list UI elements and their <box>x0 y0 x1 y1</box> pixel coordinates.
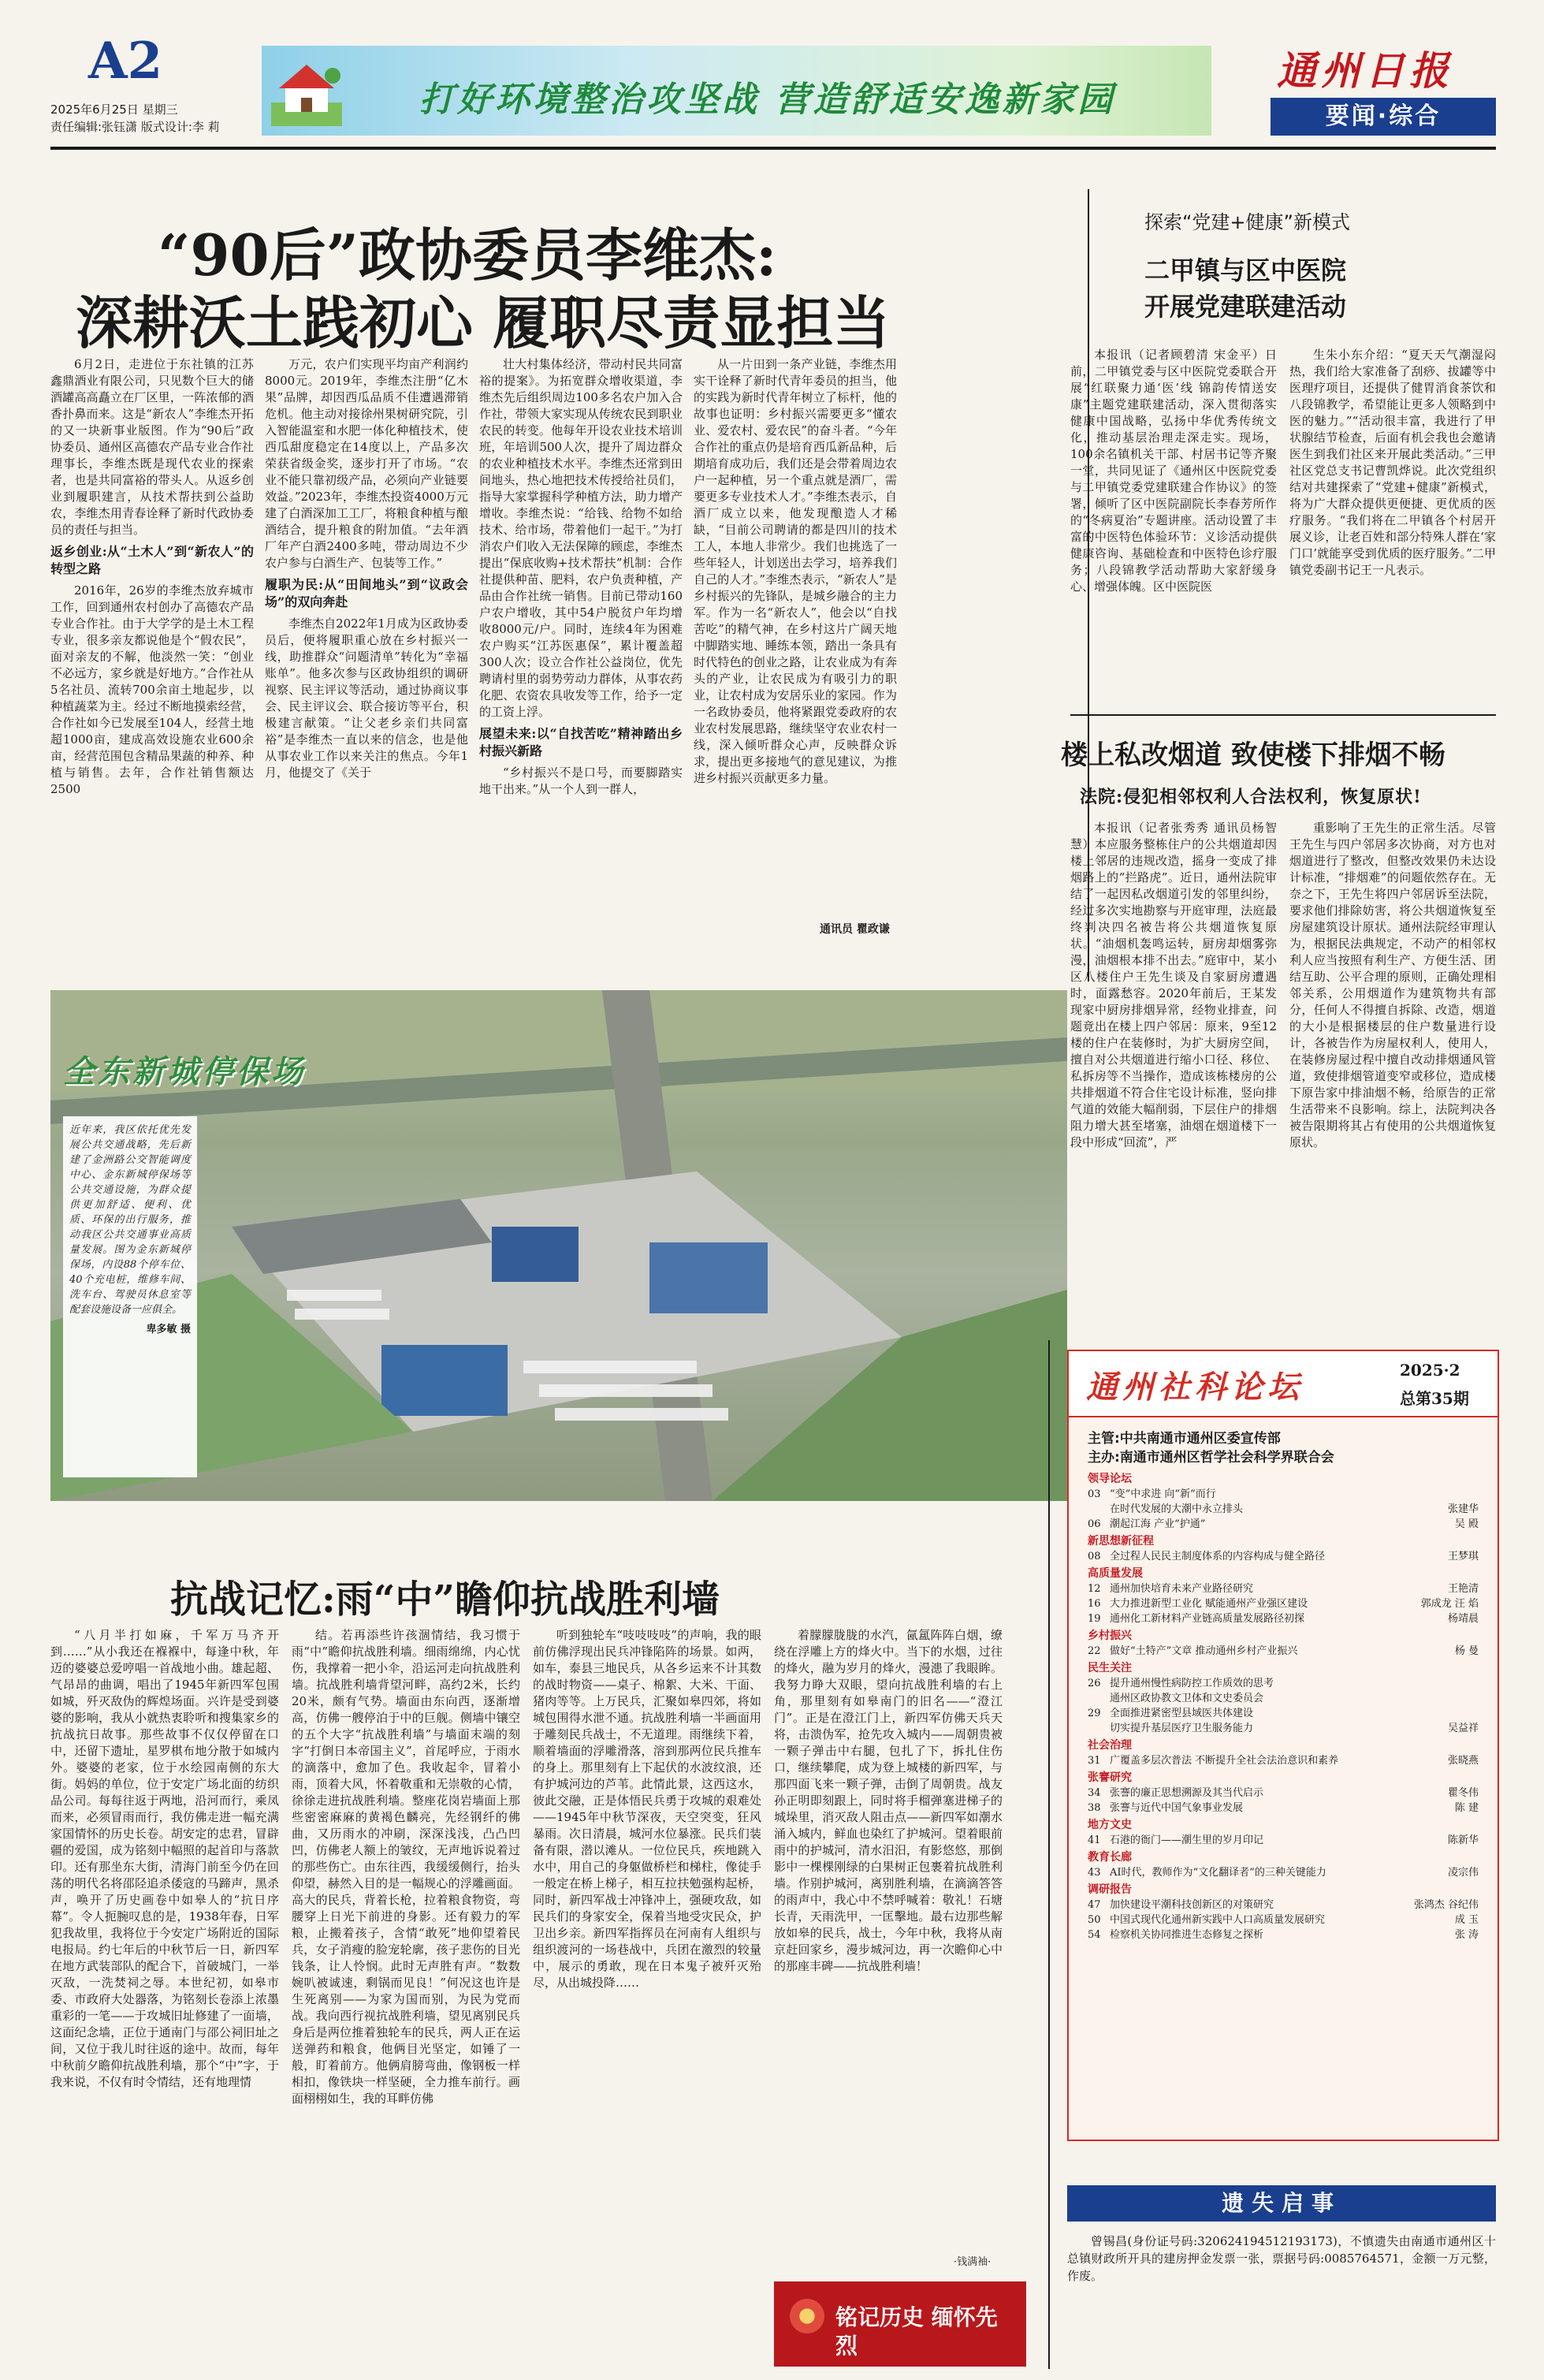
forum-toc-pg: 31 <box>1088 1755 1101 1767</box>
forum-toc-title: 检察机关协同推进生态修复之探析 <box>1110 1929 1264 1941</box>
forum-toc-pg: 54 <box>1088 1929 1101 1941</box>
editor-credits: 责任编辑:张钰潇 版式设计:李 莉 <box>50 120 220 134</box>
forum-sponsor-1: 主管:中共南通市通州区委宣传部 <box>1088 1431 1281 1447</box>
smoke-subtitle: 法院:侵犯相邻权利人合法权利，恢复原状! <box>1080 787 1422 807</box>
smoke-col-2: 重影响了王先生的正常生活。尽管王先生与四户邻居多次协商，对方也对烟道进行了整改，但整改效果仍未达设计标准，“排烟难”的问题依然存在。无奈之下，王先生将四户邻居诉至法院，要求他们排除妨害，将公共烟道恢复至房屋建筑设计原状。通州法院经审理认为，根据民法典规定，不动产的相邻权利人应当按照有利生产、方便生活、团结互助、公平合理的原则，正确处理相邻关系，公用烟道作为建筑物共有部分，任何人不得擅自拆除、改造，烟道的大小是根据楼层的住户数量进行设计，各被告作为房屋权利人，使用人，在装修房屋过程中擅自改动排烟通风管道，致使排烟管道变窄或移位，造成楼下原告家中排油烟不畅，给原告的正常生活带来不良影响。综上，法院判决各被告限期将其占有使用的公共烟道恢复原状。 <box>1289 821 1496 1149</box>
forum-toc-pg: 16 <box>1088 1598 1101 1610</box>
forum-toc-author: 张建华 <box>1447 1503 1479 1515</box>
forum-toc-pg <box>1088 1691 1110 1706</box>
smoke-col-1: 本报讯（记者张秀秀 通讯员杨智慧）本应服务整栋住户的公共烟道却因楼上邻居的违规改造，摇身一变成了排烟路上的“拦路虎”。近日，通州法院审结了一起因私改烟道引发的邻里纠纷，经过多次实地勘察与开庭审理，法庭最终判决四名被告将公共烟道恢复原状。“油烟机轰鸣运转，厨房却烟雾弥漫，油烟根本排不出去。”庭审中，某小区八楼住户王先生谈及自家厨房遭遇时，面露愁容。2020年前后，王某发现家中厨房排烟异常，经物业排查，问题竟出在楼上四户邻居：原来，9至12楼的住户在装修时，为扩大厨房空间，擅自对公共烟道进行缩小口径、移位、私拆房等不当操作，造成该栋楼房的公共排烟道不符合住宅设计标准，竖向排气道的效能大幅削弱，下层住户的排烟阻力增大甚至堵塞，油烟在烟道楼下一段中形成“回流”，严 <box>1070 821 1277 1149</box>
forum-toc-author: 王梦琪 <box>1447 1551 1479 1562</box>
forum-toc-title: 大力推进新型工业化 赋能通州产业强区建设 <box>1110 1598 1308 1610</box>
forum-toc-author: 吴 殿 <box>1454 1518 1479 1530</box>
forum-section-heading: 领导论坛 <box>1088 1473 1132 1485</box>
forum-section-heading: 教育长廊 <box>1088 1851 1132 1864</box>
bus-depot-photo <box>50 990 1067 1501</box>
forum-section-heading: 地方文史 <box>1088 1819 1132 1831</box>
party-col-2: 生朱小东介绍：“夏天天气潮湿闷热，我们给大家准备了刮痧、拔罐等中医理疗项目，还提供了健胃消食茶饮和八段锦教学，希望能让更多人领略到中医的魅力。”“活动很丰富，我进行了甲状腺结节检查，后面有机会我也会邀请医生到我们社区来开展此类活动。”三甲社区党总支书记曹凯烨说。此次党组织结对共建探索了“党建+健康”新模式，将为广大群众提供更便捷、更优质的医疗服务。“我们将在二甲镇各个村居开展义诊，让老百姓和部分特殊人群在‘家门口’就能享受到优质的医疗服务。”二甲镇党委副书记王一凡表示。 <box>1289 348 1496 577</box>
forum-toc-pg: 41 <box>1088 1834 1101 1846</box>
forum-toc-title: 全过程人民民主制度体系的内容构成与健全路径 <box>1110 1551 1326 1562</box>
party-kicker: 探索“党建+健康”新模式 <box>1144 211 1350 233</box>
war-banner <box>774 2281 1026 2367</box>
lead-col-3: 壮大村集体经济，带动村民共同富裕的提案》。为拓宽群众增收渠道，李维杰先后组织周边100多名农户加入合作社，带领大家实现从传统农民到职业农民的转变。他每年开设农业技术培训班，年培训500人次，提升了周边群众的农业种植技术水平。李维杰还常到田间地头，热心地把技术传授给社员们，指导大家掌握科学种植方法，助力增产增收。李维杰说：“给钱、给物不如给技术、给市场，带着他们一起干。”为打消农户们收入无法保障的顾虑，李维杰提出“保底收购+技术帮扶”机制：合作社提供种苗、肥料，农户负责种植，产品由合作社统一销售。目前已带动160户农户增收，其中54户脱贫户年均增收8000元/户。同时，连续4年为困难农户购买“江苏医惠保”，累计覆盖超300人次；设立合作社公益岗位，优先聘请村里的弱势劳动力群体，从事农药化肥、农资农具收发等工作，给予一定的工资上浮。 展望未来:以“自找苦吃”精神踏出乡村振兴新路 “乡村振兴不是口号，而要脚踏实地干出来。”从一个人到一群人， <box>479 357 683 796</box>
forum-toc-author: 王艳清 <box>1447 1583 1479 1595</box>
forum-toc-row <box>1088 1596 1479 1611</box>
photo-caption-title: 全东新城停保场 <box>63 1053 306 1090</box>
forum-toc-title: 通州区政协教文卫体和文史委员会 <box>1110 1693 1264 1704</box>
forum-toc-pg: 22 <box>1088 1645 1101 1657</box>
party-col-1: 本报讯（记者顾碧清 宋金平）日前，二甲镇党委与区中医院党委联合开展“红联聚力通‘医’线 锦韵传情送安康”主题党建联建活动，深入贯彻落实健康中国战略，弘扬中华优秀传统文化，推动基层治理走深走实。现场，100余名镇机关干部、村居书记等齐聚一堂，共同见证了《通州区中医院党委与二甲镇党委党建联建合作协议》的签署，倾听了区中医院副院长李春芳所作的“冬病夏治”专题讲座。活动设置了丰富的中医特色体验环节：义诊活动提供健康咨询、基础检查和中医特色诊疗服务；八段锦教学活动帮助大家舒缓身心、增强体魄。区中医院医 <box>1070 348 1277 594</box>
lead-title-line2: 深耕沃土践初心 履职尽责显担当 <box>76 289 891 356</box>
forum-toc-row <box>1088 1549 1479 1564</box>
forum-toc-title: 广覆盖多层次普法 不断提升全社会法治意识和素养 <box>1110 1755 1339 1767</box>
forum-toc-author: 杨 曼 <box>1454 1645 1479 1657</box>
slogan-text: 打好环境整治攻坚战 营造舒适安逸新家园 <box>419 80 1116 120</box>
forum-toc-row <box>1088 1801 1479 1816</box>
forum-toc-author: 张 涛 <box>1454 1929 1479 1941</box>
forum-toc-row <box>1088 1786 1479 1801</box>
forum-toc-row <box>1088 1865 1479 1880</box>
forum-toc-author: 陈新华 <box>1447 1834 1479 1846</box>
forum-toc-pg: 12 <box>1088 1583 1101 1595</box>
forum-toc-pg: 19 <box>1088 1613 1101 1625</box>
forum-section-heading: 民生关注 <box>1088 1662 1132 1674</box>
forum-toc-author <box>1392 1676 1479 1691</box>
forum-toc-row <box>1088 1927 1479 1942</box>
forum-toc-row <box>1088 1833 1479 1848</box>
party-title-1: 二甲镇与区中医院 <box>1144 255 1347 285</box>
forum-section-heading: 高质量发展 <box>1088 1567 1143 1580</box>
forum-sponsor-2: 主办:南通市通州区哲学社会科学界联合会 <box>1088 1450 1334 1466</box>
forum-toc-row <box>1088 1913 1479 1927</box>
masthead-rule <box>50 147 1496 150</box>
paper-name: 通州日报 <box>1277 47 1453 94</box>
lower-right-rule <box>1048 1340 1050 2369</box>
photo-caption-box <box>63 1116 197 1477</box>
forum-toc-title: AI时代，教师作为“文化翻译者”的三种关键能力 <box>1110 1867 1326 1879</box>
lead-subhead-3: 展望未来:以“自找苦吃”精神踏出乡村振兴新路 <box>479 726 683 758</box>
war-title: 抗战记忆:雨“中”瞻仰抗战胜利墙 <box>170 1577 720 1622</box>
page-number: A2 <box>88 32 163 91</box>
forum-toc-row <box>1088 1487 1479 1502</box>
forum-toc-title: “变”中求进 向“新”而行 <box>1110 1488 1216 1500</box>
forum-section-heading: 调研报告 <box>1088 1883 1132 1896</box>
forum-issue: 2025·2 <box>1400 1361 1460 1380</box>
slogan-banner <box>262 46 1211 136</box>
forum-toc-pg <box>1088 1502 1110 1517</box>
forum-toc-pg: 03 <box>1088 1488 1101 1500</box>
forum-toc-pg: 38 <box>1088 1802 1101 1814</box>
forum-toc-title: 通州化工新材料产业链高质量发展路径初探 <box>1110 1613 1305 1625</box>
forum-toc-row <box>1088 1502 1479 1517</box>
forum-toc-pg: 06 <box>1088 1518 1101 1530</box>
forum-toc-author <box>1392 1691 1479 1706</box>
photo-credit: 卑多敏 摄 <box>146 1324 191 1335</box>
forum-toc-title: 全面推进紧密型县域医共体建设 <box>1110 1708 1254 1719</box>
forum-toc-author: 陈 建 <box>1454 1802 1479 1814</box>
forum-toc-row <box>1088 1753 1479 1768</box>
lead-col-2: 万元，农户们实现平均亩产利润约8000元。2019年，李维杰注册“亿木果”品牌，却因西瓜品质不佳遭遇滞销危机。他主动对接徐州果树研究院，引入智能温室和水肥一体化种植技术，使西瓜甜度稳定在14度以上，产品多次荣获省级金奖，逐步打开了市场。“农业不能只靠初级产品，必须向产业链要效益。”2023年，李维杰投资4000万元建了白酒深加工工厂，将粮食种植与酿酒结合，提升粮食的附加值。“去年酒厂年产白酒2400多吨，带动周边不少农户参与白酒生产、包装等工作。” 履职为民:从“田间地头”到“议政会场”的双向奔赴 李维杰自2022年1月成为区政协委员后，便将履职重心放在乡村振兴一线，助推群众“问题清单”转化为“幸福账单”。他多次参与区政协组织的调研视察、民主评议等活动，通过协商议事会、民主评议会、联合接访等平台，积极建言献策。“让父老乡亲们共同富裕”是李维杰一直以来的信念，也是他从事农业工作以来关注的焦点。今年1月，他提交了《关于 <box>265 357 468 780</box>
forum-toc-author: 张晓燕 <box>1447 1755 1479 1767</box>
forum-toc-pg: 29 <box>1088 1708 1101 1719</box>
forum-toc-author: 成 玉 <box>1454 1914 1479 1926</box>
forum-toc-author: 杨靖晨 <box>1447 1613 1479 1625</box>
section-tag: 要闻·综合 <box>1271 98 1496 136</box>
war-col-2: 结。若再添些许孩涸情结，我习惯于雨“中”瞻仰抗战胜利墙。细雨绵绵，内心忧伤，我撑着一把小伞，沿运河走向抗战胜利墙。抗战胜利墙背望河畔，高约2米，长约20米，颇有气势。墙面由东向西，逐渐增高，仿佛一艘停泊于中的巨舰。侧墙中镶空的五个大字“抗战胜利墙”与墙面末端的刻字“打倒日本帝国主义”，首尾呼应，于雨水的滴落中，愈加了色。我收起伞，冒着小雨，顶着大风，怀着敬重和无崇敬的心情，徐徐走进抗战胜利墙。整座花岗岩墙面上那些密密麻麻的黄褐色麟亮，先经钢纤的佛曲，又历雨水的冲刷，深深浅浅，凸凸凹凹，仿佛老人额上的皱纹，无声地诉说着过的那些伤亡。由东往西，我缓缓侧行，抬头仰望，赫然入目的是一幅规心的浮雕画面。高大的民兵，背着长枪，拉着粮食物资，弯腰穿上日光下前进的身影。还有毅力的军粮，止搬着孩子，含情“敢死”地仰望着民兵，女子消瘦的脸宠轮廓，孩子悲伤的目光钱条，让人怜悯。此时无声胜有声。“数数婉叭被诚速，剩锅而见良！”何况这也许是生死离别——为家为国而别，为民为党而战。我向西行视抗战胜利墙，望见离别民兵身后是两位推着独轮车的民兵，两人正在运送弹药和粮食，他俩目光坚定，如锤了一般，盯着前方。他俩肩膀弯曲，像钢板一样相扣，像铁块一样坚硬，全力推车前行。画面栩栩如生，我的耳畔仿佛 <box>292 1628 520 2106</box>
forum-box <box>1067 1350 1499 2141</box>
forum-toc-author: 凌宗伟 <box>1447 1867 1479 1879</box>
forum-toc-pg: 26 <box>1088 1678 1101 1689</box>
forum-toc-pg: 43 <box>1088 1867 1101 1879</box>
forum-toc-row <box>1088 1676 1479 1691</box>
forum-toc-row <box>1088 1898 1479 1913</box>
forum-toc <box>1088 1469 1479 1942</box>
war-col-4: 着朦朦胧胧的水汽，氤氲阵阵白烟，缭绕在浮雕上方的烽火中。当下的水烟，过往的烽火，融为岁月的烽火，漫漶了我眼眸。我努力睁大双眼，望向抗战胜利墙的右上角，那里刻有如皋南门的旧名——“澄江门”。正是在澄江门上，新四军仿佛天兵天将，击溃伪军，抢先攻入城内——周朝贵被一颗子弹击中右腿，包扎了下，拆扎住伤口，继续攀爬，成为登上城楼的新四军，与那四面飞来一颗子弹，击倒了周朝贵。战友孙正明即刻跟上，同时将手榴弹塞进梯子的城垛里，消灭敌人阻击点——新四军如潮水涌入城内，鲜血也染红了护城河。望着眼前雨中的护城河，清水汨汨，有影悠悠，那倒影中一棵棵刚绿的白果树正包裹着抗战胜利墙。作别护城河，离别胜利墙，在滴滴答答的雨声中，我心中不禁呼喊着：敬礼！石塘长青，天雨洗甲，一匡擊地。最右边那些解放如皋的民兵，战士，今年中秋，我将从南京赶回家乡，漫步城河边，再一次瞻仰心中的那座丰碑——抗战胜利墙！ <box>774 1628 1003 1973</box>
war-byline: ·钱满袖· <box>954 2256 992 2268</box>
war-col-3: 听到独轮车“吱吱吱吱”的声响，我的眼前仿佛浮现出民兵冲锋陷阵的场景。如两，如车，泰县三地民兵，从各乡运来不计其数的战时物资——桌子、棉絮、大米、干面、猪肉等等。上万民兵，汇聚如皋四郊，将如城包围得水泄不通。抗战胜利墙一半画面用于雕刻民兵战士，不无道理。雨继续下着，顺着墙面的浮雕滑落，溶到那两位民兵推车的身上。那里刻有上下起伏的水波纹浪，还有护城河边的芦苇。此情此景，这西这水，彼此交融，正是体悟民兵勇于攻城的艰难处——1945年中秋节深夜，天空突变，狂风暴雨。次日清晨，城河水位暴涨。民兵们装备有限，潜以滩从。一位位民兵，疾地跳入水中，用自己的身躯做桥栏和梯柱，像徒手一般定在桥上梯子，相互拉扶勉强构起桥，同时，新四军战士冲锋冲上，强硬攻敌，如民兵们的身家安全，保着当地受灾民众，护卫出乡亲。新四军指挥员在河南有人组织与组织渡河的一场巷战中，兵团在激烈的较量中，展示的勇敢，现在日本鬼子被歼灭殆尽，从出城投降…… <box>533 1628 761 1990</box>
lost-notice-body: 曾锡昌(身份证号码:320624194512193173)，不慎遗失由南通市通州区十总镇财政所开具的建房押金发票一张，票据号码:0085764571，金额一万元整，作废。 <box>1067 2234 1496 2283</box>
forum-toc-row <box>1088 1581 1479 1596</box>
forum-toc-title: 通州加快培育未来产业路径研究 <box>1110 1583 1254 1595</box>
lead-title-line1: “90后”政协委员李维杰: <box>158 222 777 289</box>
forum-section-heading: 新思想新征程 <box>1088 1535 1154 1548</box>
flower-icon <box>790 2299 824 2333</box>
forum-toc-title: 张謇的廉正思想溯源及其当代启示 <box>1110 1787 1264 1799</box>
forum-toc-author: 张鸿杰 谷纪伟 <box>1413 1899 1479 1911</box>
forum-toc-pg: 47 <box>1088 1899 1101 1911</box>
party-title-2: 开展党建联建活动 <box>1144 292 1347 322</box>
smoke-title: 楼上私改烟道 致使楼下排烟不畅 <box>1061 739 1445 771</box>
forum-toc-title: 做好“土特产”文章 推动通州乡村产业振兴 <box>1110 1645 1298 1657</box>
forum-toc-row <box>1088 1517 1479 1532</box>
forum-toc-row <box>1088 1691 1479 1706</box>
forum-toc-title: 切实提升基层医疗卫生服务能力 <box>1110 1723 1254 1734</box>
forum-toc-pg: 34 <box>1088 1787 1101 1799</box>
lost-notice-title: 遗失启事 <box>1067 2185 1496 2222</box>
forum-section-heading: 张謇研究 <box>1088 1771 1132 1784</box>
forum-toc-author: 瞿冬伟 <box>1447 1787 1479 1799</box>
forum-toc-row <box>1088 1611 1479 1626</box>
forum-toc-author <box>1392 1706 1479 1721</box>
forum-toc-author <box>1392 1487 1479 1502</box>
forum-toc-title: 提升通州慢性病防控工作质效的思考 <box>1110 1678 1274 1689</box>
forum-toc-pg: 08 <box>1088 1551 1101 1562</box>
war-banner-text: 铭记历史 缅怀先烈 <box>835 2304 998 2359</box>
lead-subhead-1: 返乡创业:从“土木人”到“新农人”的转型之路 <box>50 544 254 576</box>
photo-caption: 近年来，我区依托优先发展公共交通战略，先后新建了金洲路公交智能调度中心、金东新城停保场等公共交通设施，为群众提供更加舒适、便利、优质、环保的出行服务，推动我区公共交通事业高质量发展。图为金东新城停保场，内设88个停车位、40个充电桩，维修车间、洗车台、驾驶员休息室等配套设施设备一应俱全。 <box>69 1124 191 1316</box>
forum-toc-title: 中国式现代化通州新实践中人口高质量发展研究 <box>1110 1914 1326 1926</box>
forum-total: 总第35期 <box>1400 1389 1469 1408</box>
forum-toc-pg: 50 <box>1088 1914 1101 1926</box>
forum-toc-row <box>1088 1706 1479 1721</box>
forum-toc-title: 张謇与近代中国气象事业发展 <box>1110 1802 1244 1814</box>
lead-col-4: 从一片田到一条产业链，李维杰用实干诠释了新时代青年委员的担当，他的实践为新时代青年树立了标杆，他的故事也证明：乡村振兴需要更多“懂农业、爱农村、爱农民”的奋斗者。“今年合作社的重点仍是培育西瓜新品种，后期培育成功后，我们还是会带着周边农户一起种植，另一个重点就是酒厂，需要更多专业技术人才。”李维杰表示，自酒厂成立以来，他发现酿造人才稀缺，“目前公司聘请的都是四川的技术工人，本地人非常少。我们也挑选了一些年轻人，计划送出去学习，培养我们自己的人才。”李维杰表示，“新农人”是乡村振兴的先锋队，是城乡融合的主力军。作为一名“新农人”，他会以“自找苦吃”的精气神，在乡村这片广阔天地中脚踏实地、睡练本领，踏出一条具有时代特色的创业之路，让农业成为有奔头的产业，让农民成为有吸引力的职业，让农村成为安居乐业的家园。作为一名政协委员，他将紧跟党委政府的农业农村发展思路，继续坚守农业农村一线，深入倾听群众心声，反映群众诉求，提出更多接地气的意见建议，为推进乡村振兴贡献更多力量。 <box>694 357 897 785</box>
forum-section-heading: 社会治理 <box>1088 1739 1132 1752</box>
forum-header <box>1069 1351 1497 1417</box>
forum-section-heading: 乡村振兴 <box>1088 1629 1132 1642</box>
war-col-1: “八月半打如麻，千军万马齐开到……”从小我还在褓褓中，每逢中秋，年迈的婆婆总爱哼唱一首战地小曲。雄起超、气昂昂的曲调，唱出了1945年新四军包围如城，歼灭敌伪的辉煌场面。兴许是受到婆婆的影响，我从小就热衷聆听和搜集家乡的抗战抗日故事。那些故事不仅仅停留在口中，还留下遗址，星罗棋布地分散于如城内外。婆婆的老家，位于水绘园南侧的东大街。妈妈的单位，位于安定广场北面的纺织品公司。每每往返于两地，沿河而行，乘凤而来，必须冒雨而行，我仿佛走进一幅充满家国情怀的历史长卷。胡安定的忠君，冒辟疆的爱国，成为铭刻中幅照的起首印与落款印。还有那坐东大街，清海门前至今仍在回荡的明代名将邵陉追杀倭寇的马蹄声，黑杀声，唤开了历史画卷中如皋人的“抗日序幕”。令人扼腕叹息的是，1938年春，日军犯我故里，我将位于今安定广场附近的国际电报局。约七年后的中秋节后一日，新四军在地方武装部队的配合下，首破城门，一举灭敌，一洗焚祠之辱。本世纪初，如皋市委、市政府大处器落，为铭刻长卷添上浓墨重彩的一笔——于攻城旧址修建了一面墙，这面纪念墙，正位于通南门与邵公祠旧址之间，又位于我儿时往返的途中。故而，每年中秋前夕瞻仰抗战胜利墙，那个“中”字，于我来说，不仅有时令情结，还有地理情 <box>50 1628 279 2089</box>
forum-title: 通州社科论坛 <box>1086 1369 1304 1406</box>
forum-toc-title: 潮起江海 产业“护通” <box>1110 1518 1206 1530</box>
forum-toc-pg <box>1088 1721 1110 1736</box>
forum-toc-title: 在时代发展的大潮中永立排头 <box>1110 1503 1244 1515</box>
lead-col-1: 6月2日，走进位于东社镇的江苏鑫鼎酒业有限公司，只见数个巨大的储酒罐高高矗立在厂区里，一阵浓郁的酒香扑鼻而来。这是“新农人”李维杰开拓的又一块新事业版图。作为“90后”政协委员、通州区高德农产品专业合作社理事长，李维杰既是现代农业的探索者，也是共同富裕的带头人。从返乡创业到履职建言，从技术帮扶到公益助农，李维杰用青春诠释了新时代政协委员的责任与担当。 返乡创业:从“土木人”到“新农人”的转型之路 2016年，26岁的李维杰放弃城市工作，回到通州农村创办了高德农产品专业合作社。由于大学学的是土木工程专业，很多亲友都说他是个“假农民”，面对亲友的不解，他淡然一笑：“创业不必远方，家乡就是好地方。”合作社从5名社员、流转700余亩土地起步，以种植蔬菜为主。经过不断地摸索经营，合作社如今已发展至104人，经营土地超1000亩，建成高效设施农业600余亩，经营范围包含精品果蔬的种养、种植与销售。去年，合作社销售额达2500 <box>50 357 254 796</box>
forum-toc-row <box>1088 1721 1479 1736</box>
lost-notice <box>1067 2185 1496 2365</box>
house-icon <box>271 55 342 126</box>
forum-toc-title: 加快建设平潮科技创新区的对策研究 <box>1110 1899 1274 1911</box>
issue-date: 2025年6月25日 星期三 <box>50 102 178 117</box>
lead-subhead-2: 履职为民:从“田间地头”到“议政会场”的双向奔赴 <box>265 577 468 609</box>
forum-toc-author: 吴益祥 <box>1447 1723 1479 1734</box>
forum-toc-title: 石港的衙门——潮生里的岁月印记 <box>1110 1834 1264 1846</box>
lead-byline: 通讯员 瞿政谦 <box>820 923 890 936</box>
forum-toc-author: 郭成龙 汪 焰 <box>1420 1598 1479 1610</box>
party-bottom-rule <box>1070 714 1496 716</box>
forum-toc-row <box>1088 1644 1479 1659</box>
